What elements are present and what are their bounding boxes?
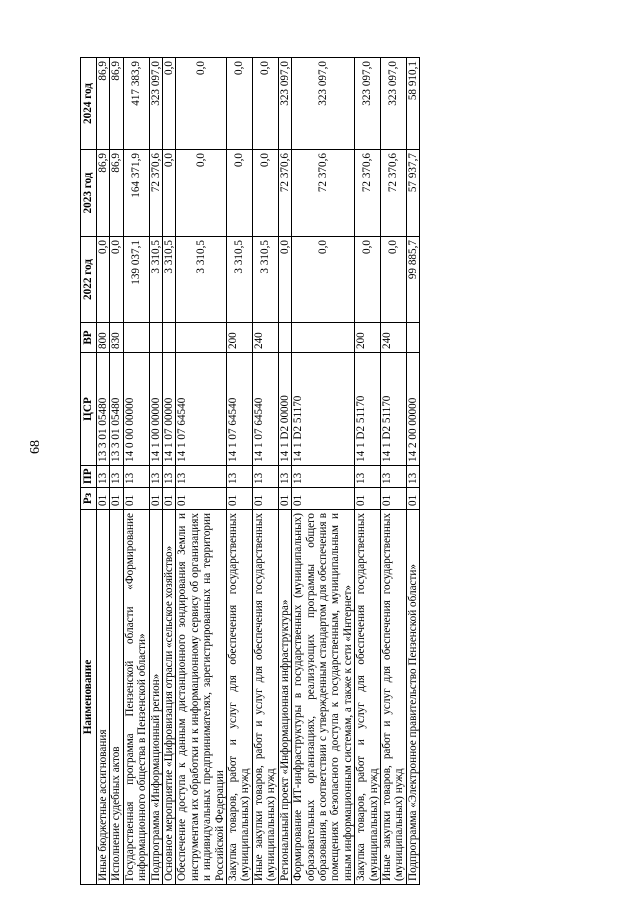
row-rz: 01 bbox=[252, 488, 278, 510]
row-2024: 323 097,0 bbox=[149, 58, 162, 150]
row-csr: 14 1 07 64540 bbox=[227, 353, 253, 466]
row-name: Региональный проект «Информационная инфраструктура» bbox=[278, 510, 291, 885]
row-2022: 3 310,5 bbox=[227, 237, 253, 323]
row-2022: 139 037,1 bbox=[123, 237, 149, 323]
row-2022: 0,0 bbox=[110, 237, 123, 323]
row-name: Государственная программа Пензенской области «Формирование информационного общества в Пензенской области» bbox=[123, 510, 149, 885]
row-csr: 14 1 07 64540 bbox=[252, 353, 278, 466]
row-2023: 72 370,6 bbox=[278, 150, 291, 237]
table-row bbox=[163, 58, 176, 885]
row-rz: 01 bbox=[380, 488, 406, 510]
table-row bbox=[176, 58, 227, 885]
table-row bbox=[227, 58, 253, 885]
header-name: Наименование bbox=[81, 510, 97, 885]
row-2022: 3 310,5 bbox=[149, 237, 162, 323]
row-name: Иные закупки товаров, работ и услуг для обеспечения государственных (муниципальных) нужд bbox=[252, 510, 278, 885]
row-pr: 13 bbox=[110, 466, 123, 488]
row-pr: 13 bbox=[252, 466, 278, 488]
row-name: Закупка товаров, работ и услуг для обеспечения государственных (муниципальных) нужд bbox=[227, 510, 253, 885]
row-2023: 72 370,6 bbox=[149, 150, 162, 237]
row-2022: 0,0 bbox=[380, 237, 406, 323]
row-2022: 3 310,5 bbox=[176, 237, 227, 323]
row-vr: 240 bbox=[252, 323, 278, 353]
row-vr bbox=[163, 323, 176, 353]
row-rz: 01 bbox=[163, 488, 176, 510]
row-2023: 0,0 bbox=[163, 150, 176, 237]
row-2022: 0,0 bbox=[278, 237, 291, 323]
row-csr: 14 0 00 00000 bbox=[123, 353, 149, 466]
row-2024: 323 097,0 bbox=[380, 58, 406, 150]
header-2024: 2024 год bbox=[81, 58, 97, 150]
row-name: Исполнение судебных актов bbox=[110, 510, 123, 885]
row-csr: 14 1 D2 51170 bbox=[292, 353, 355, 466]
header-pr: ПР bbox=[81, 466, 97, 488]
row-2023: 164 371,9 bbox=[123, 150, 149, 237]
row-pr: 13 bbox=[406, 466, 419, 488]
row-2022: 0,0 bbox=[292, 237, 355, 323]
row-pr: 13 bbox=[380, 466, 406, 488]
row-2024: 323 097,0 bbox=[355, 58, 381, 150]
row-vr bbox=[278, 323, 291, 353]
row-pr: 13 bbox=[278, 466, 291, 488]
row-pr: 13 bbox=[355, 466, 381, 488]
row-2024: 323 097,0 bbox=[278, 58, 291, 150]
row-csr: 14 1 07 00000 bbox=[163, 353, 176, 466]
header-rz: Рз bbox=[81, 488, 97, 510]
row-2022: 3 310,5 bbox=[252, 237, 278, 323]
row-csr: 14 1 D2 51170 bbox=[380, 353, 406, 466]
row-2024: 0,0 bbox=[252, 58, 278, 150]
row-vr: 200 bbox=[355, 323, 381, 353]
table-header-row bbox=[81, 58, 97, 885]
row-2024: 0,0 bbox=[163, 58, 176, 150]
row-vr bbox=[176, 323, 227, 353]
table-row bbox=[123, 58, 149, 885]
row-rz: 01 bbox=[406, 488, 419, 510]
budget-table bbox=[80, 57, 420, 885]
row-pr: 13 bbox=[292, 466, 355, 488]
table-row bbox=[149, 58, 162, 885]
row-2023: 86,9 bbox=[110, 150, 123, 237]
row-name: Формирование ИТ-инфраструктуры в государственных (муниципальных) образовательных организациях, реализующих программы общего образования, в соответствии с утвержденным стандартом для обеспечения в помещениях безопасного доступа к государственным, муниципальным и иным информационным системам, а также к сети «Интернет» bbox=[292, 510, 355, 885]
row-csr: 13 3 01 05480 bbox=[110, 353, 123, 466]
table-body bbox=[97, 58, 420, 885]
row-2022: 0,0 bbox=[355, 237, 381, 323]
row-2024: 0,0 bbox=[227, 58, 253, 150]
row-2024: 417 383,9 bbox=[123, 58, 149, 150]
row-2024: 323 097,0 bbox=[292, 58, 355, 150]
row-rz: 01 bbox=[149, 488, 162, 510]
table-row bbox=[292, 58, 355, 885]
row-csr: 14 1 07 64540 bbox=[176, 353, 227, 466]
row-2024: 0,0 bbox=[176, 58, 227, 150]
row-2024: 86,9 bbox=[97, 58, 110, 150]
row-name: Основное мероприятие «Цифровизация отрасли «сельское хозяйство» bbox=[163, 510, 176, 885]
row-2023: 57 937,7 bbox=[406, 150, 419, 237]
header-csr: ЦСР bbox=[81, 353, 97, 466]
row-vr bbox=[149, 323, 162, 353]
row-2022: 99 885,7 bbox=[406, 237, 419, 323]
row-2023: 0,0 bbox=[252, 150, 278, 237]
row-pr: 13 bbox=[97, 466, 110, 488]
row-name: Закупка товаров, работ и услуг для обеспечения государственных (муниципальных) нужд bbox=[355, 510, 381, 885]
rotated-table-wrapper bbox=[80, 58, 560, 885]
row-rz: 01 bbox=[227, 488, 253, 510]
row-csr: 14 2 00 00000 bbox=[406, 353, 419, 466]
row-vr: 830 bbox=[110, 323, 123, 353]
row-vr: 240 bbox=[380, 323, 406, 353]
row-pr: 13 bbox=[163, 466, 176, 488]
table-row bbox=[278, 58, 291, 885]
header-vr: ВР bbox=[81, 323, 97, 353]
header-2023: 2023 год bbox=[81, 150, 97, 237]
row-csr: 14 1 D2 51170 bbox=[355, 353, 381, 466]
row-vr bbox=[123, 323, 149, 353]
row-2023: 72 370,6 bbox=[380, 150, 406, 237]
row-2024: 58 910,1 bbox=[406, 58, 419, 150]
table-row bbox=[252, 58, 278, 885]
row-2023: 0,0 bbox=[176, 150, 227, 237]
row-vr bbox=[406, 323, 419, 353]
row-name: Иные закупки товаров, работ и услуг для обеспечения государственных (муниципальных) нужд bbox=[380, 510, 406, 885]
row-csr: 14 1 00 00000 bbox=[149, 353, 162, 466]
row-name: Иные бюджетные ассигнования bbox=[97, 510, 110, 885]
table-row bbox=[406, 58, 419, 885]
row-csr: 14 1 D2 00000 bbox=[278, 353, 291, 466]
row-2023: 72 370,6 bbox=[355, 150, 381, 237]
row-2022: 3 310,5 bbox=[163, 237, 176, 323]
row-name: Подпрограмма «Электронное правительство Пензенской области» bbox=[406, 510, 419, 885]
row-rz: 01 bbox=[176, 488, 227, 510]
row-rz: 01 bbox=[355, 488, 381, 510]
row-rz: 01 bbox=[278, 488, 291, 510]
table-row bbox=[355, 58, 381, 885]
row-pr: 13 bbox=[176, 466, 227, 488]
row-name: Обеспечение доступа к данным дистанционного зондирования Земли и инструментам их обработки и к информационному сервису об организациях и индивидуальных предпринимателях, зарегистрированных на территории Российской Федерации bbox=[176, 510, 227, 885]
row-2023: 0,0 bbox=[227, 150, 253, 237]
row-rz: 01 bbox=[123, 488, 149, 510]
row-rz: 01 bbox=[110, 488, 123, 510]
table-row bbox=[380, 58, 406, 885]
row-vr: 200 bbox=[227, 323, 253, 353]
row-csr: 13 3 01 05480 bbox=[97, 353, 110, 466]
table-row bbox=[110, 58, 123, 885]
row-pr: 13 bbox=[123, 466, 149, 488]
row-pr: 13 bbox=[149, 466, 162, 488]
row-rz: 01 bbox=[292, 488, 355, 510]
row-rz: 01 bbox=[97, 488, 110, 510]
row-name: Подпрограмма «Информационный регион» bbox=[149, 510, 162, 885]
row-vr bbox=[292, 323, 355, 353]
row-vr: 800 bbox=[97, 323, 110, 353]
row-2024: 86,9 bbox=[110, 58, 123, 150]
row-pr: 13 bbox=[227, 466, 253, 488]
header-2022: 2022 год bbox=[81, 237, 97, 323]
row-2022: 0,0 bbox=[97, 237, 110, 323]
table-row bbox=[97, 58, 110, 885]
row-2023: 86,9 bbox=[97, 150, 110, 237]
row-2023: 72 370,6 bbox=[292, 150, 355, 237]
